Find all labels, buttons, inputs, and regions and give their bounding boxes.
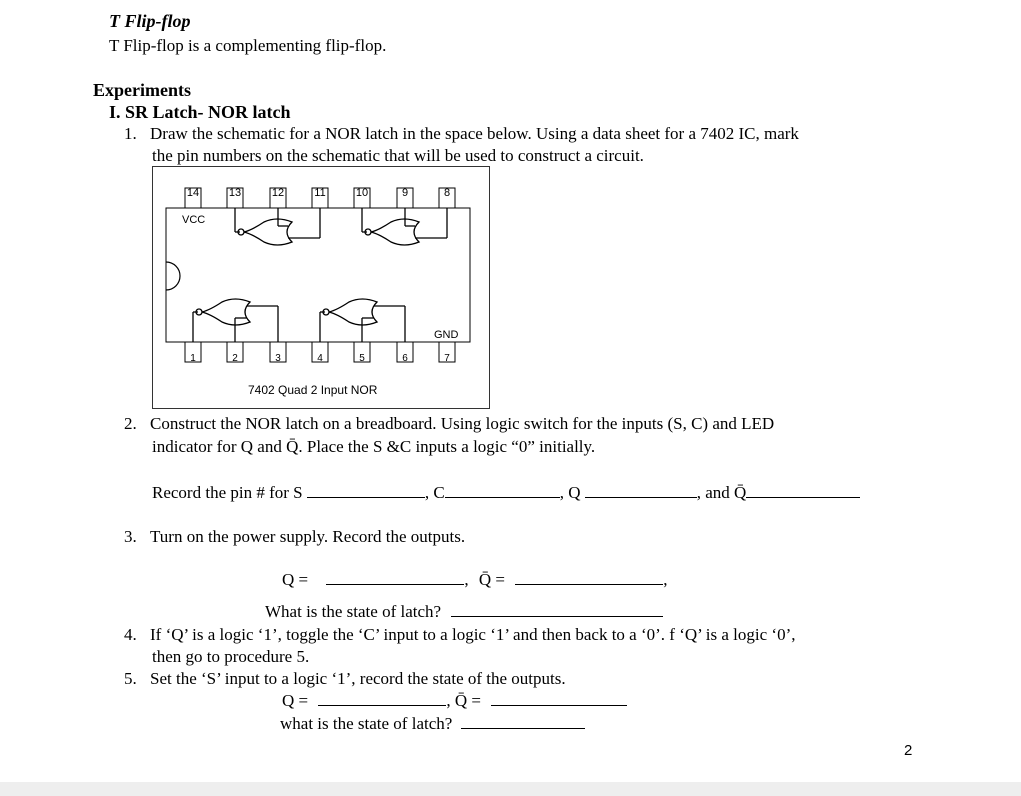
step-text: Draw the schematic for a NOR latch in the space below. Using a data sheet for a 7402 IC, mark (150, 124, 799, 143)
page-number: 2 (904, 742, 913, 759)
experiments-heading: Experiments (93, 80, 191, 100)
q-bar-symbol: Q̄ (286, 437, 299, 456)
step-4 (124, 625, 795, 645)
step-number: 1. (124, 124, 137, 143)
ic-7402-diagram (152, 166, 492, 410)
step-number: 2. (124, 414, 137, 433)
q-output-blank[interactable] (326, 570, 464, 585)
comma: , (464, 570, 469, 589)
latch-state-line-2 (280, 714, 585, 734)
s-pin-blank[interactable] (307, 483, 425, 498)
qbar-output-blank[interactable] (515, 570, 663, 585)
latch-state-blank-2[interactable] (461, 714, 585, 729)
equals: = (495, 570, 505, 589)
step-4-line-2: then go to procedure 5. (152, 647, 310, 666)
step-1-line-2: the pin numbers on the schematic that will be used to construct a circuit. (152, 146, 644, 165)
subsection-heading: I. SR Latch- NOR latch (109, 102, 291, 122)
pin-label: 1 (190, 353, 196, 364)
vcc-label: VCC (182, 214, 206, 226)
latch-state-line (265, 602, 663, 622)
q-equals: Q = (282, 570, 309, 589)
q-bar-symbol: Q̄ (454, 691, 468, 710)
step-3 (124, 527, 465, 547)
ic-caption: 7402 Quad 2 Input NOR (248, 383, 378, 397)
pin-label: 7 (444, 353, 450, 364)
q-equals: Q = (282, 691, 309, 710)
c-label: , C (424, 483, 445, 502)
step-2 (124, 414, 774, 434)
pin-label: 3 (275, 353, 281, 364)
pin-label: 8 (443, 187, 451, 199)
latch-state-blank[interactable] (451, 602, 663, 617)
pin-label: 9 (401, 187, 409, 199)
pin-label: 13 (228, 187, 242, 199)
latch-state-question: What is the state of latch? (265, 602, 442, 621)
pin-label: 12 (271, 187, 285, 199)
outputs-line-2 (282, 691, 627, 711)
outputs-line-1 (282, 570, 668, 590)
step-number: 5. (124, 669, 137, 688)
equals: = (471, 691, 481, 710)
qbar-output-blank-2[interactable] (491, 691, 627, 706)
q-label: , Q (559, 483, 581, 502)
q-bar-symbol: Q̄ (734, 483, 747, 502)
latch-state-question: what is the state of latch? (280, 714, 453, 733)
pin-label: 11 (314, 187, 326, 199)
step-text: If ‘Q’ is a logic ‘1’, toggle the ‘C’ input to a logic ‘1’ and then back to a ‘0’. f ‘Q’ is a logic ‘0’, (150, 625, 796, 644)
step-number: 4. (124, 625, 137, 644)
and-label: , and (696, 483, 735, 502)
pin-label: 6 (402, 353, 408, 364)
pin-label: 4 (317, 353, 323, 364)
comma: , (663, 570, 668, 589)
step-number: 3. (124, 527, 137, 546)
record-pins-line (152, 483, 860, 503)
c-pin-blank[interactable] (445, 483, 560, 498)
q-bar-symbol: Q̄ (478, 570, 492, 589)
step-text: . Place the S &C inputs a logic “0” initially. (298, 437, 596, 456)
comma: , (446, 691, 451, 710)
qbar-pin-blank[interactable] (746, 483, 860, 498)
step-text: indicator for Q and (152, 437, 287, 456)
intro-text: T Flip-flop is a complementing flip-flop. (109, 36, 387, 55)
pin-label: 14 (186, 187, 200, 199)
record-pins-label: Record the pin # for S (152, 483, 303, 502)
gnd-label: GND (434, 329, 459, 341)
step-1 (124, 124, 799, 144)
q-pin-blank[interactable] (585, 483, 697, 498)
step-2-line-2 (152, 437, 595, 457)
step-text: Construct the NOR latch on a breadboard. Using logic switch for the inputs (S, C) and LED (150, 414, 775, 433)
step-text: Set the ‘S’ input to a logic ‘1’, record the state of the outputs. (150, 669, 566, 688)
pin-label: 2 (232, 353, 238, 364)
step-text: Turn on the power supply. Record the outputs. (150, 527, 466, 546)
step-5 (124, 669, 566, 689)
section-title: T Flip-flop (109, 11, 191, 31)
pin-label: 5 (359, 353, 365, 364)
page-footer-bar (0, 782, 1021, 796)
pin-label: 10 (355, 187, 369, 199)
q-output-blank-2[interactable] (318, 691, 446, 706)
